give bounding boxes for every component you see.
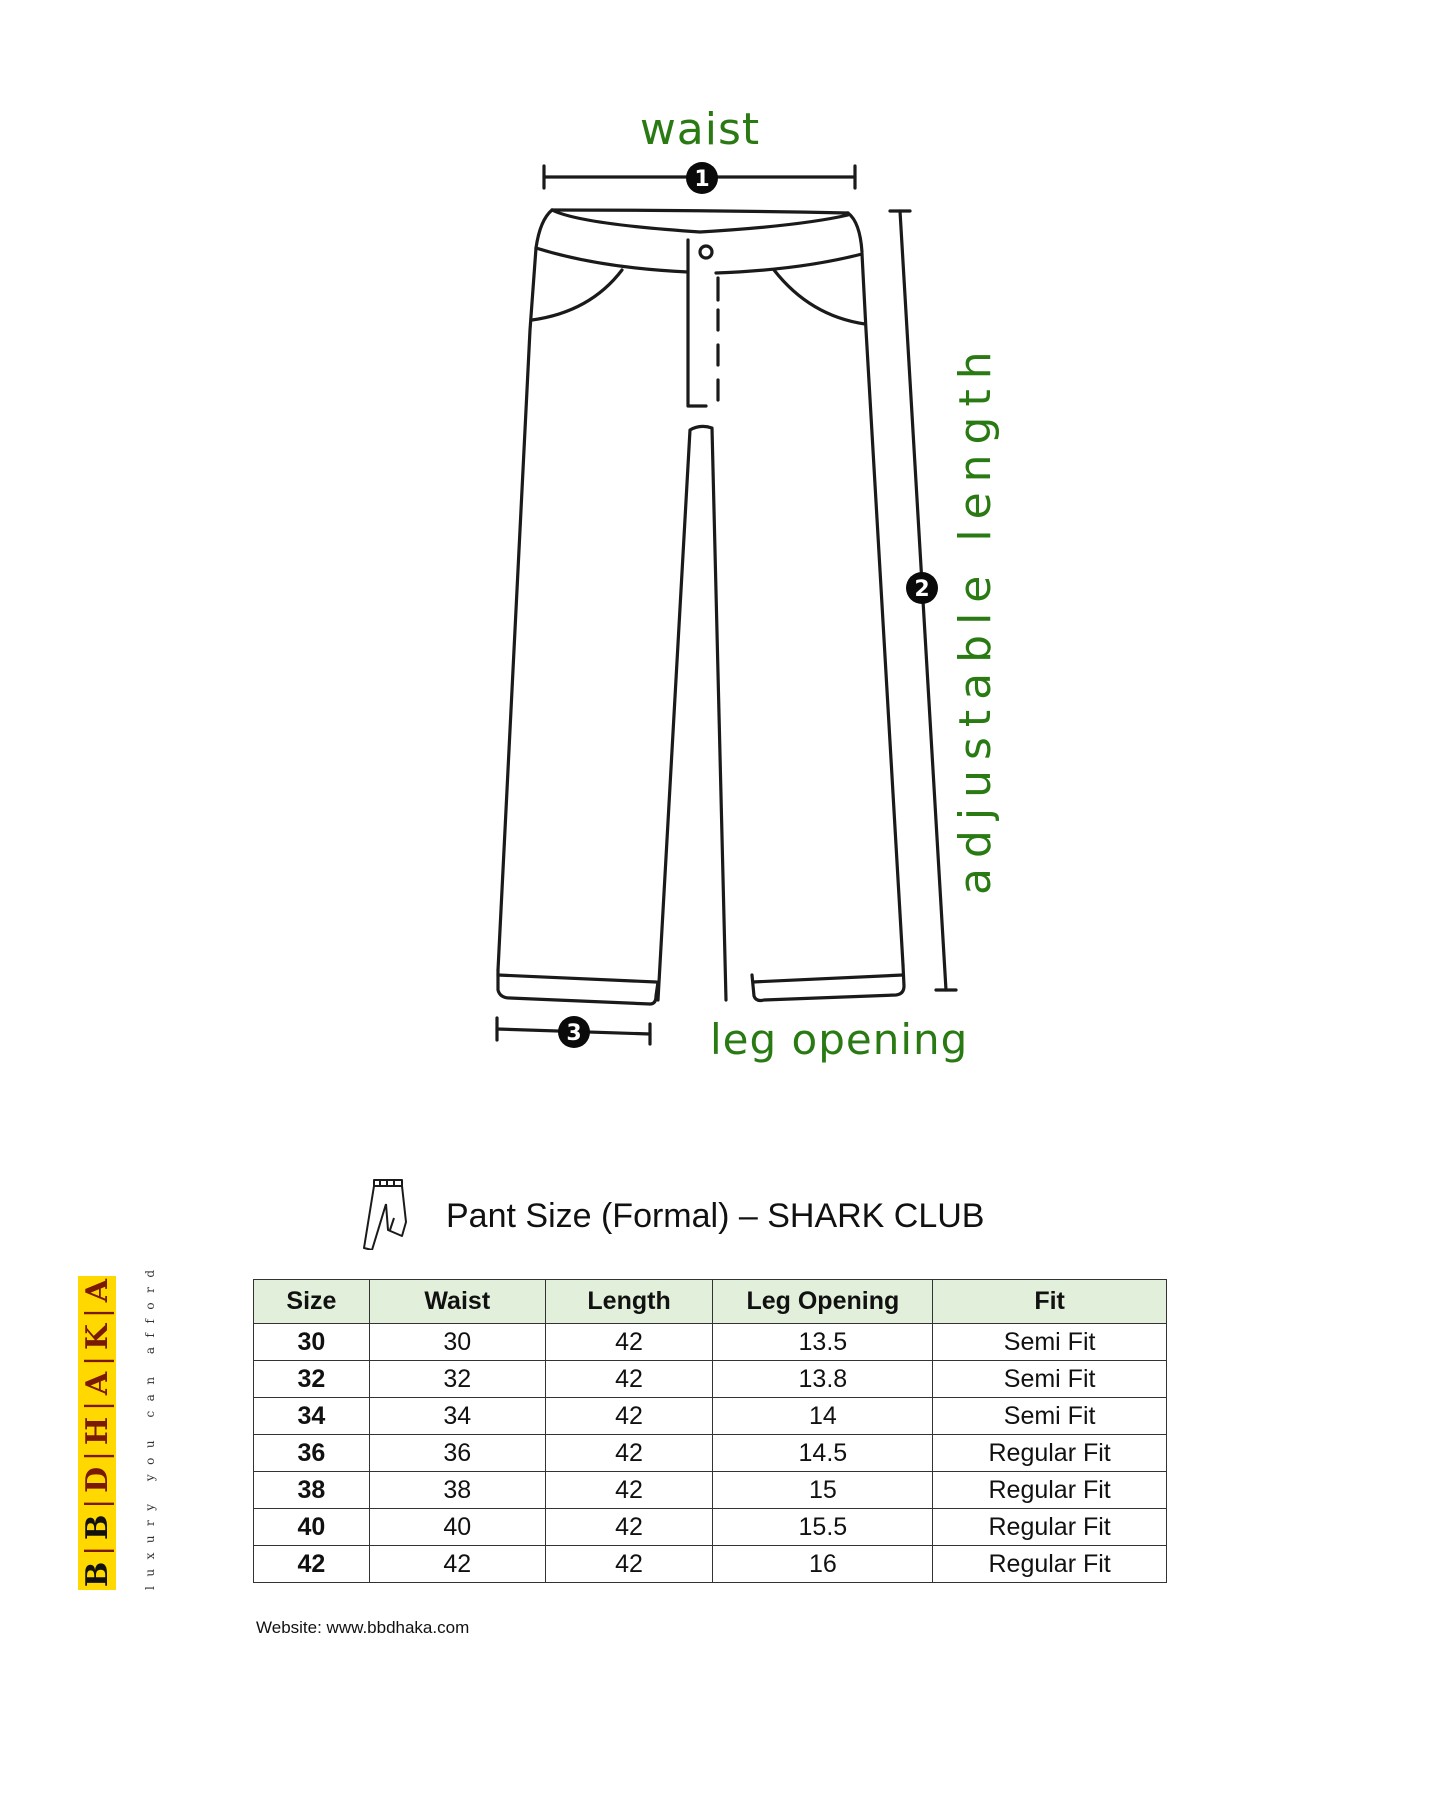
waist-label: waist bbox=[639, 104, 761, 155]
cell-fit: Semi Fit bbox=[933, 1361, 1167, 1398]
tagline-text: luxury you can afford bbox=[143, 1260, 157, 1590]
table-row bbox=[254, 1435, 1167, 1472]
chart-title-row bbox=[360, 1180, 985, 1252]
website-text: Website: www.bbdhaka.com bbox=[256, 1618, 470, 1637]
cell-leg-opening: 13.5 bbox=[713, 1324, 933, 1361]
column-header-fit: Fit bbox=[933, 1280, 1167, 1324]
marker-1 bbox=[686, 162, 718, 194]
table-row bbox=[254, 1361, 1167, 1398]
marker-2 bbox=[906, 572, 938, 604]
page-title: Pant Size (Formal) – SHARK CLUB bbox=[446, 1196, 985, 1235]
cell-waist: 30 bbox=[369, 1324, 545, 1361]
cell-size: 32 bbox=[254, 1361, 370, 1398]
logo-letter: D bbox=[79, 1466, 115, 1493]
cell-fit: Regular Fit bbox=[933, 1472, 1167, 1509]
logo-letter: B bbox=[79, 1561, 115, 1588]
logo-letter: A bbox=[79, 1278, 115, 1303]
svg-text:3: 3 bbox=[566, 1021, 582, 1046]
cell-leg-opening: 15.5 bbox=[713, 1509, 933, 1546]
cell-fit: Regular Fit bbox=[933, 1435, 1167, 1472]
cell-size: 34 bbox=[254, 1398, 370, 1435]
svg-text:1: 1 bbox=[694, 167, 710, 192]
size-chart-table bbox=[253, 1279, 1167, 1583]
cell-length: 42 bbox=[545, 1398, 713, 1435]
cell-size: 42 bbox=[254, 1546, 370, 1583]
column-header-size: Size bbox=[254, 1280, 370, 1324]
cell-leg-opening: 14 bbox=[713, 1398, 933, 1435]
cell-length: 42 bbox=[545, 1509, 713, 1546]
cell-leg-opening: 16 bbox=[713, 1546, 933, 1583]
cell-leg-opening: 13.8 bbox=[713, 1361, 933, 1398]
table-row bbox=[254, 1509, 1167, 1546]
table-header-row bbox=[254, 1280, 1167, 1324]
length-label-container bbox=[950, 341, 1440, 946]
table-row bbox=[254, 1546, 1167, 1583]
cell-length: 42 bbox=[545, 1472, 713, 1509]
cell-length: 42 bbox=[545, 1546, 713, 1583]
logo-letter: A bbox=[79, 1371, 115, 1396]
length-label: adjustable length bbox=[950, 341, 1001, 895]
cell-length: 42 bbox=[545, 1324, 713, 1361]
brand-tagline bbox=[140, 1260, 160, 1590]
cell-fit: Regular Fit bbox=[933, 1546, 1167, 1583]
cell-waist: 38 bbox=[369, 1472, 545, 1509]
logo-letter: B bbox=[79, 1514, 115, 1540]
cell-fit: Semi Fit bbox=[933, 1398, 1167, 1435]
cell-leg-opening: 15 bbox=[713, 1472, 933, 1509]
column-header-length: Length bbox=[545, 1280, 713, 1324]
cell-length: 42 bbox=[545, 1361, 713, 1398]
cell-leg-opening: 14.5 bbox=[713, 1435, 933, 1472]
pants-outline bbox=[498, 210, 904, 1004]
cell-size: 40 bbox=[254, 1509, 370, 1546]
table-row bbox=[254, 1472, 1167, 1509]
svg-text:2: 2 bbox=[914, 577, 930, 602]
cell-waist: 40 bbox=[369, 1509, 545, 1546]
table-row bbox=[254, 1398, 1167, 1435]
cell-size: 30 bbox=[254, 1324, 370, 1361]
cell-length: 42 bbox=[545, 1435, 713, 1472]
table-row bbox=[254, 1324, 1167, 1361]
cell-waist: 34 bbox=[369, 1398, 545, 1435]
column-header-waist: Waist bbox=[369, 1280, 545, 1324]
leg-opening-label: leg opening bbox=[710, 1015, 969, 1064]
cell-fit: Regular Fit bbox=[933, 1509, 1167, 1546]
cell-waist: 36 bbox=[369, 1435, 545, 1472]
cell-waist: 42 bbox=[369, 1546, 545, 1583]
cell-size: 38 bbox=[254, 1472, 370, 1509]
pants-icon bbox=[360, 1178, 420, 1255]
bbdhaka-logo bbox=[78, 1276, 116, 1590]
cell-waist: 32 bbox=[369, 1361, 545, 1398]
cell-fit: Semi Fit bbox=[933, 1324, 1167, 1361]
logo-letter: K bbox=[79, 1323, 115, 1351]
marker-3 bbox=[558, 1016, 590, 1048]
logo-letter: H bbox=[79, 1416, 115, 1446]
logo-letters: B | B | D | H | A | K | A bbox=[79, 1278, 115, 1588]
cell-size: 36 bbox=[254, 1435, 370, 1472]
column-header-leg-opening: Leg Opening bbox=[713, 1280, 933, 1324]
